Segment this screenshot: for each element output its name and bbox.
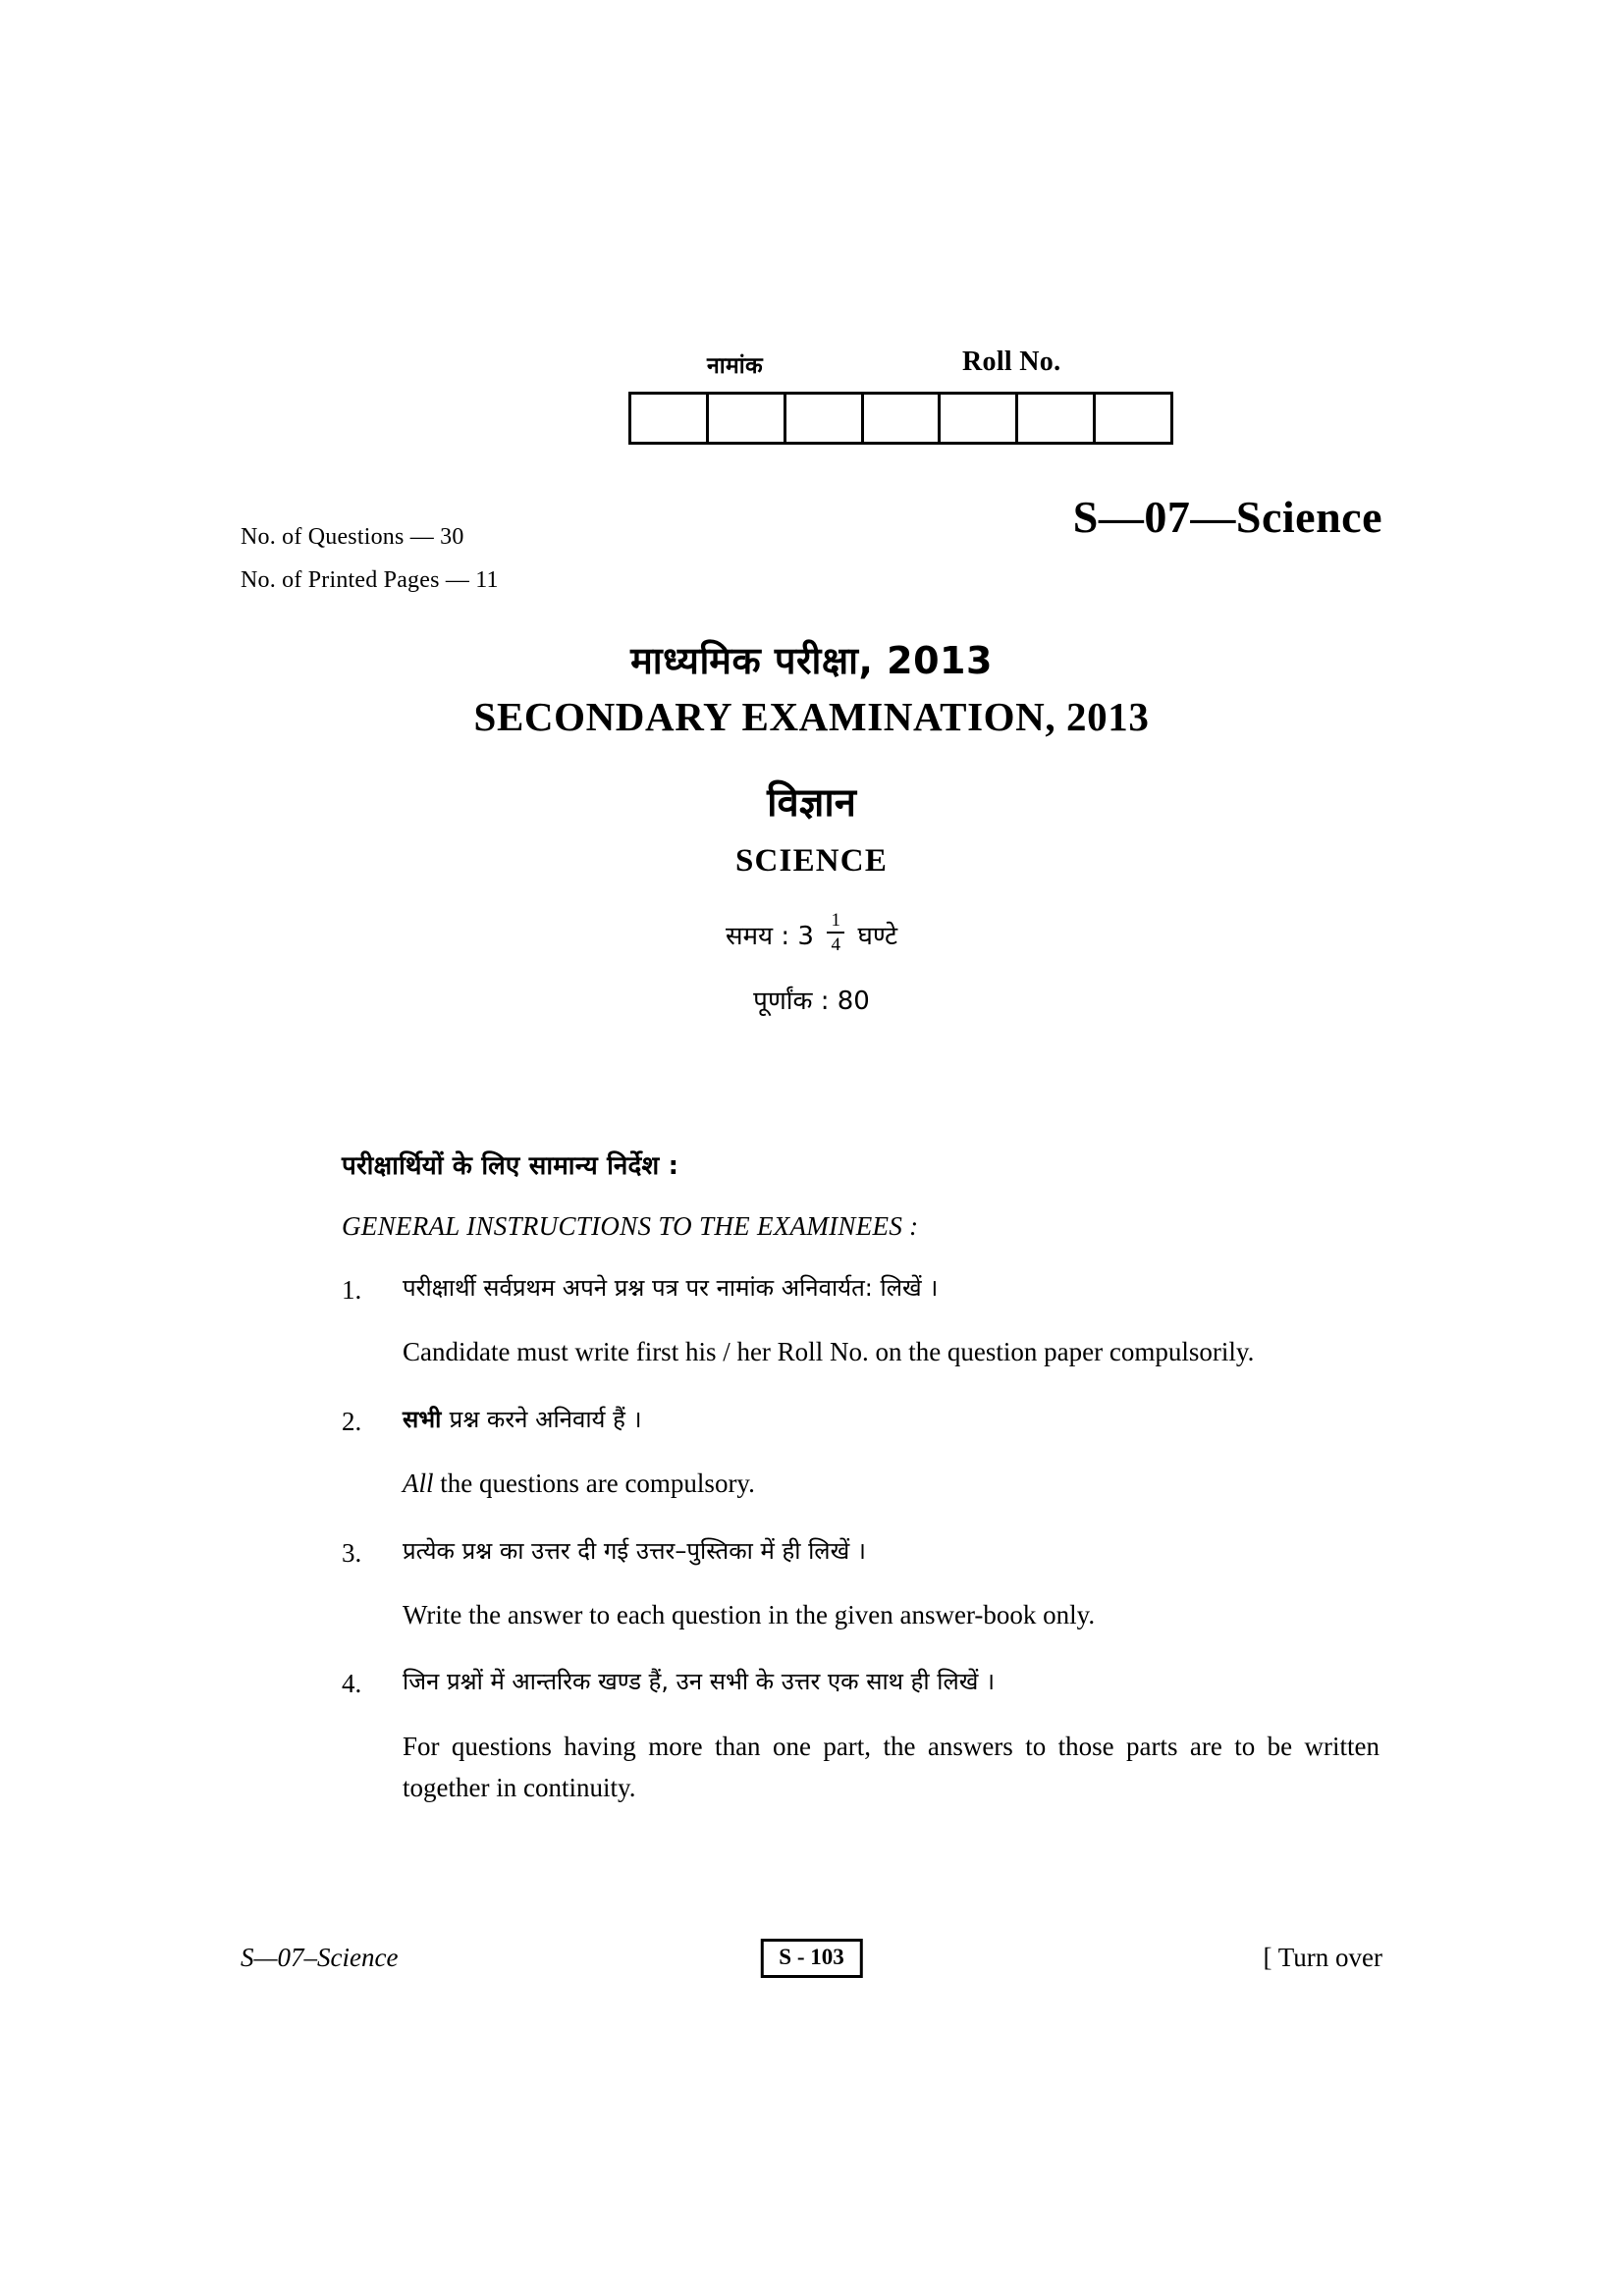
instruction-text-english	[403, 1331, 1380, 1373]
instruction-number: 3.	[342, 1537, 362, 1568]
exam-title-hindi: माध्यमिक परीक्षा, 2013	[630, 639, 993, 682]
roll-number-grid[interactable]	[628, 392, 1173, 445]
instruction-hindi-row	[342, 1271, 1382, 1309]
maximum-marks: पूर्णांक : 80	[753, 986, 870, 1016]
no-of-printed-pages: No. of Printed Pages — 11	[241, 567, 499, 594]
instructions-heading-hindi: परीक्षार्थियों के लिए सामान्य निर्देश :	[342, 1151, 679, 1181]
instruction-english-body: Candidate must write first his / her Roll No. on the question paper compulsorily.	[403, 1337, 1255, 1367]
instruction-hindi-body: परीक्षार्थी सर्वप्रथम अपने प्रश्न पत्र पर नामांक अनिवार्यत: लिखें ।	[403, 1274, 939, 1302]
page-footer	[241, 1939, 1382, 1988]
instruction-english-body: the questions are compulsory.	[440, 1468, 755, 1498]
instruction-english-body: For questions having more than one part, the answers to those parts are to be written together in continuity.	[403, 1731, 1380, 1803]
roll-number-section	[628, 348, 1178, 445]
roll-number-cell[interactable]	[631, 395, 709, 442]
roll-number-labels	[628, 348, 1178, 386]
instruction-number: 2.	[342, 1406, 362, 1436]
subject-title-english: SCIENCE	[734, 842, 889, 879]
roll-number-cell[interactable]	[709, 395, 786, 442]
instruction-text-hindi	[403, 1665, 1382, 1699]
roll-number-cell[interactable]	[1096, 395, 1173, 442]
no-of-questions: No. of Questions — 30	[241, 524, 464, 550]
title-block	[0, 638, 1623, 1017]
instruction-hindi-body: जिन प्रश्नों में आन्तरिक खण्ड हैं, उन सभी के उत्तर एक साथ ही लिखें ।	[403, 1668, 996, 1696]
fraction-denominator: 4	[831, 934, 840, 955]
fraction-numerator: 1	[831, 909, 840, 931]
instruction-text-english	[403, 1594, 1380, 1636]
instruction-text-english	[403, 1726, 1380, 1809]
roll-number-cell[interactable]	[864, 395, 942, 442]
paper-metadata	[241, 515, 499, 603]
roll-number-cell[interactable]	[786, 395, 864, 442]
footer-paper-code: S—07–Science	[241, 1943, 399, 1972]
fraction-bar	[827, 932, 844, 934]
instruction-text-english	[403, 1463, 1380, 1505]
roll-number-cell[interactable]	[1018, 395, 1096, 442]
instructions-heading-english: GENERAL INSTRUCTIONS TO THE EXAMINEES :	[342, 1211, 919, 1241]
paper-code: S—07—Science	[1072, 492, 1382, 542]
instruction-text-hindi	[403, 1534, 1382, 1569]
instruction-item	[342, 1403, 1382, 1505]
instruction-number: 1.	[342, 1275, 362, 1305]
instruction-hindi-body: प्रश्न करने अनिवार्य हैं ।	[449, 1405, 642, 1433]
footer-series-code: S - 103	[760, 1939, 862, 1978]
instruction-number: 4.	[342, 1669, 362, 1699]
subject-title-hindi: विज्ञान	[767, 779, 856, 826]
instruction-item	[342, 1534, 1382, 1636]
instruction-text-hindi	[403, 1271, 1382, 1306]
instruction-hindi-row	[342, 1534, 1382, 1573]
footer-turn-over: [ Turn over	[1263, 1943, 1382, 1972]
instruction-hindi-row	[342, 1665, 1382, 1703]
instruction-hindi-emphasis: सभी	[403, 1405, 450, 1433]
general-instructions-section	[342, 1147, 1382, 1809]
instruction-english-body: Write the answer to each question in the given answer-book only.	[403, 1599, 1096, 1629]
time-allowed	[0, 909, 1623, 956]
time-suffix: घण्टे	[849, 921, 898, 951]
instruction-english-emphasis: All	[403, 1468, 441, 1498]
time-fraction	[827, 911, 844, 954]
instruction-hindi-body: प्रत्येक प्रश्न का उत्तर दी गई उत्तर–पुस्तिका में ही लिखें ।	[403, 1536, 866, 1565]
instruction-item	[342, 1665, 1382, 1808]
time-prefix: समय : 3	[725, 921, 823, 951]
roll-number-label-english: Roll No.	[962, 347, 1061, 377]
roll-number-label-hindi: नामांक	[707, 353, 763, 379]
instruction-item	[342, 1271, 1382, 1373]
instruction-text-hindi	[403, 1403, 1382, 1437]
instruction-hindi-row	[342, 1403, 1382, 1441]
exam-title-english: SECONDARY EXAMINATION, 2013	[473, 693, 1150, 739]
roll-number-cell[interactable]	[941, 395, 1018, 442]
